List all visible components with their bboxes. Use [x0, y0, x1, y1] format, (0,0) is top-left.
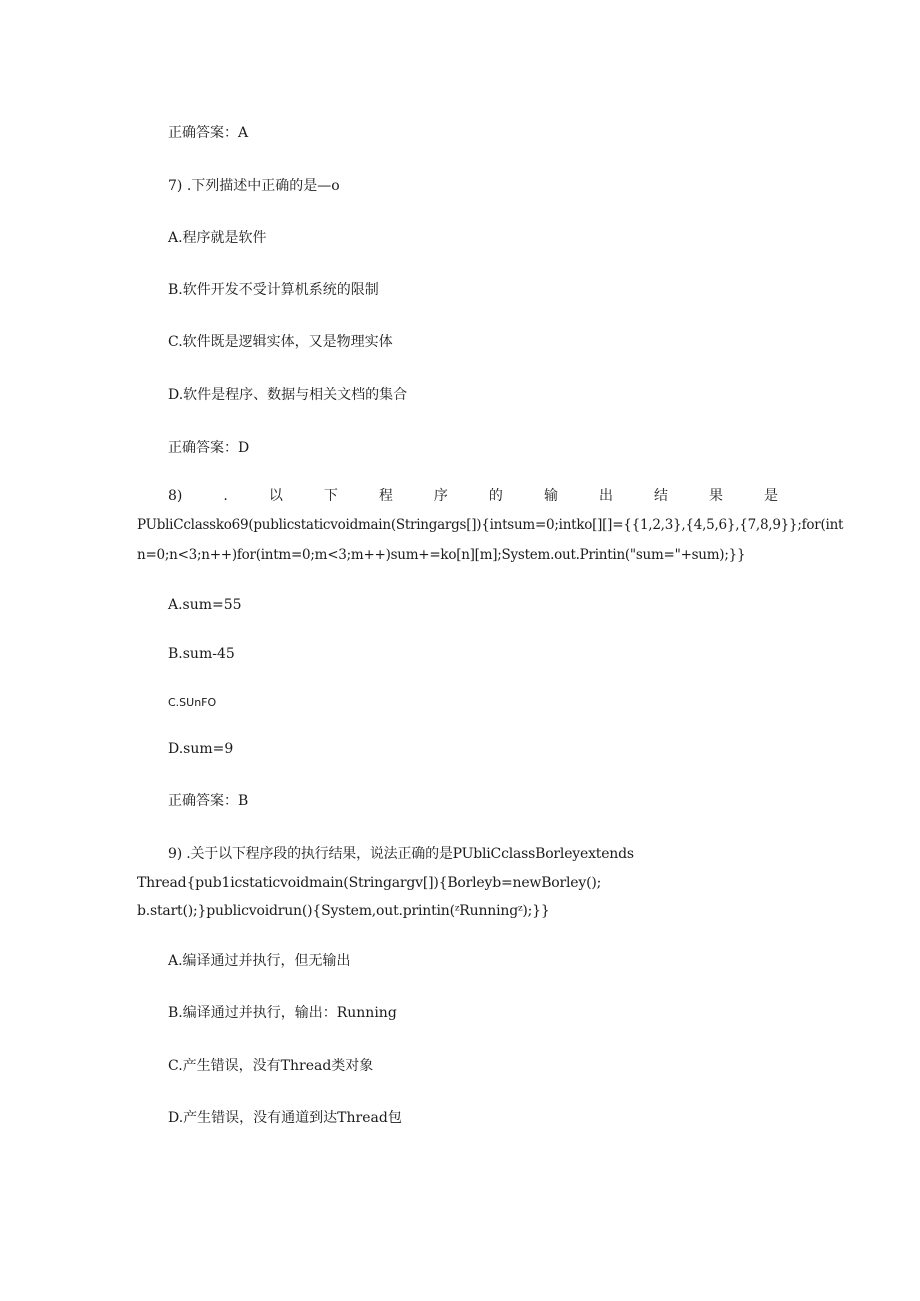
q8-word: 出 — [598, 488, 613, 504]
q8-word: 是 — [764, 488, 778, 504]
q6-answer: 正确答案：A — [168, 125, 249, 141]
q9-option-a: A.编译通过并执行，但无输出 — [168, 953, 351, 969]
q8-word: 8) — [168, 488, 183, 504]
q8-option-d: D.sum=9 — [168, 741, 234, 757]
q8-code-line-2: n=0;n<3;n++)for(intm=0;m<3;m++)sum+=ko[n][m];System.out.Printin("sum="+sum);}} — [137, 547, 746, 563]
q8-word: 的 — [488, 488, 503, 504]
q7-answer: 正确答案：D — [168, 440, 250, 456]
q8-word: 程 — [378, 488, 393, 504]
q8-question — [168, 487, 778, 505]
q7-option-b: B.软件开发不受计算机系统的限制 — [168, 282, 379, 298]
q8-word: 以 — [268, 488, 283, 504]
q8-option-a: A.sum=55 — [168, 597, 242, 613]
q7-question: 7) .下列描述中正确的是—o — [168, 178, 340, 194]
q8-word: . — [223, 488, 228, 504]
q8-word: 果 — [708, 488, 723, 504]
q9-question: 9) .关于以下程序段的执行结果，说法正确的是PUbliCclassBorleyextends — [168, 846, 634, 862]
q9-code-line-2: b.start();}publicvoidrun(){System,out.printin(ᶻRunningᶻ);}} — [137, 903, 550, 919]
q8-option-b: B.sum-45 — [168, 646, 235, 662]
q7-option-a: A.程序就是软件 — [168, 230, 267, 246]
q8-answer: 正确答案：B — [168, 793, 249, 809]
q8-code-line-1: PUbliCclassko69(publicstaticvoidmain(Stringargs[]){intsum=0;intko[][]={{1,2,3},{4,5,6},{7,8,9}};for(int — [137, 517, 844, 533]
q7-option-d: D.软件是程序、数据与相关文档的集合 — [168, 387, 408, 403]
q8-option-c: C.SUnFO — [168, 696, 217, 709]
q8-word: 下 — [323, 488, 338, 504]
q8-word: 序 — [433, 488, 448, 504]
q8-word: 结 — [653, 488, 668, 504]
q9-option-d: D.产生错误，没有通道到达Thread包 — [168, 1110, 402, 1126]
q9-code-line-1: Thread{pub1icstaticvoidmain(Stringargv[]){Borleyb=newBorley(); — [137, 875, 602, 891]
q9-option-c: C.产生错误，没有Thread类对象 — [168, 1058, 374, 1074]
q9-option-b: B.编译通过并执行，输出：Running — [168, 1005, 397, 1021]
q8-word: 输 — [543, 488, 558, 504]
q7-option-c: C.软件既是逻辑实体，又是物理实体 — [168, 334, 393, 350]
